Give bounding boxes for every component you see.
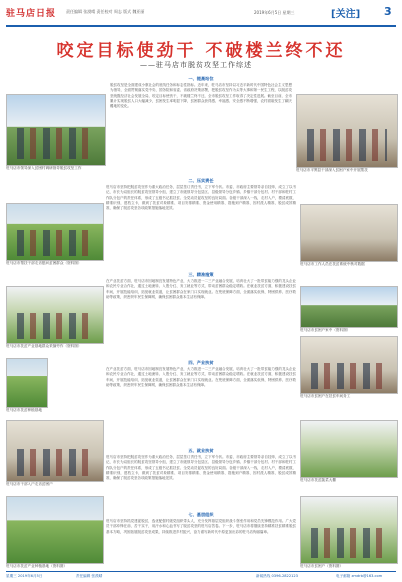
photo-harvest — [6, 286, 104, 344]
article-paragraph: 在产业扶贫方面，驻马店市因地制宜发展特色产业，大力推进一二三产业融合发展，培育壮大了一批带贫能力强的龙头企业和农民专业合作社，通过土地流转、入股分红、务工就业等方式，带动贫困群众稳定增收。在就业扶贫方面，积极建设扶贫车间，开展技能培训，拓宽就业渠道，让贫困群众在家门口实现就业。在兜底保障方面，全面落实低保、特困供养、医疗救助等政策，织密织牢民生保障网，确保贫困群众基本生活有保障。 — [106, 279, 296, 299]
section-heading: 七、基层组织 — [188, 512, 214, 517]
photo-caption: 驻马店市贫困户在扶贫车间务工 — [300, 394, 351, 398]
main-headline: 咬定目标使劲干 不破楼兰终不还 — [56, 41, 346, 61]
photo-village-house — [300, 286, 398, 328]
article-paragraph: 脱贫攻坚是全面建成小康社会的底线任务和标志性指标。近年来，驻马店市坚持以习近平新时代中国特色社会主义思想为指导，全面贯彻落实党中央、国务院和省委、省政府决策部署，把脱贫攻坚作为头等大事和第一民生工程，以脱贫攻坚统揽经济社会发展全局，咬定目标使劲干，不破楼兰终不还，全市脱贫攻坚工作取得了决定性进展。截至目前，全市累计实现脱贫人口大幅减少，贫困发生率明显下降，贫困群众获得感、幸福感、安全感不断增强，农村面貌发生了翻天覆地的变化。 — [110, 83, 292, 109]
photo-leaders-visit — [6, 94, 106, 166]
photo-caption: 驻马店市贫困户家中（资料图） — [300, 328, 351, 332]
footer-edition: 星期三 2019年6月5日 — [6, 574, 43, 578]
section-label: 关注 — [335, 9, 356, 20]
page-footer — [6, 571, 396, 581]
section-heading: 五、就业扶贫 — [188, 448, 214, 453]
photo-workshop — [300, 336, 398, 394]
section-heading: 二、压实责任 — [188, 178, 214, 183]
photo-caption: 驻马店市贫困户（资料图） — [300, 564, 344, 568]
photo-cadres-field — [6, 203, 104, 261]
photo-caption: 驻马店市干部入户走访贫困户 — [6, 482, 53, 486]
article-column — [106, 270, 296, 354]
article-intro — [110, 74, 292, 166]
footer-email: 电子邮箱 zmdrb@163.com — [336, 574, 383, 578]
photo-office-computers — [300, 204, 398, 262]
article-paragraph: 驻马店市坚持抓党建促脱贫，选优配强村级党组织带头人，充分发挥基层党组织战斗堡垒作用和党员先锋模范作用。广大党员干部冲锋在前、苦干实干，用汗水和心血书写了脱贫攻坚的驻马店答卷。下一步，驻马店市将继续坚持精准扶贫精准脱贫基本方略，巩固拓展脱贫攻坚成果，持续推进乡村振兴，奋力谱写新时代中原更加出彩的驻马店绚丽篇章。 — [106, 519, 296, 534]
masthead — [6, 5, 396, 27]
photo-crop-field — [6, 496, 104, 564]
footer-editor: 责任编辑 张漠晴 — [76, 574, 103, 578]
photo-caption: 驻马店市领导深入贫困村调研指导脱贫攻坚工作 — [6, 166, 82, 170]
issue-date: 2019年6月5日 星期三 — [254, 10, 295, 15]
photo-caption: 驻马店市扶贫产业基地群众采摘劳作（资料图） — [6, 344, 82, 348]
photo-greenhouse — [300, 420, 398, 478]
photo-caption: 驻马店市扶贫蔬菜大棚 — [300, 478, 336, 482]
photo-caption: 驻马店市扶贫产业种植基地（资料图） — [6, 564, 68, 568]
photo-caption: 驻马店市平舆县干部深入贫困户家中开展帮扶 — [296, 168, 368, 172]
section-heading: 一、提高站位 — [188, 76, 214, 81]
article-paragraph: 驻马店市坚持把脱贫攻坚作为重大政治任务，层层签订责任书，立下军令状。市委、市政府主要领导亲自挂帅，成立了以书记、市长为双组长的脱贫攻坚领导小组，建立了市级领导分包县区、县级领导分包乡镇、乡镇干部分包村、村干部和驻村工作队分包户的责任体系，形成了五级书记抓扶贫、全党动员促攻坚的良好局面。各级干部深入一线，走村入户，摸清底数，精准识别，建档立卡，做到了扶贫对象精准、项目安排精准、资金使用精准、措施到户精准、因村派人精准、脱贫成效精准，确保了脱贫攻坚各项政策措施落地见效。 — [106, 185, 296, 211]
article-column — [106, 176, 296, 266]
article-paragraph: 在产业扶贫方面，驻马店市因地制宜发展特色产业，大力推进一二三产业融合发展，培育壮大了一批带贫能力强的龙头企业和农民专业合作社，通过土地流转、入股分红、务工就业等方式，带动贫困群众稳定增收。在就业扶贫方面，积极建设扶贫车间，开展技能培训，拓宽就业渠道，让贫困群众在家门口实现就业。在兜底保障方面，全面落实低保、特困供养、医疗救助等政策，织密织牢民生保障网，确保贫困群众基本生活有保障。 — [106, 367, 296, 387]
editor-credits: 责任编辑 张漠晴 责任校对 周志 版式 魏亚丽 — [66, 9, 145, 14]
page-number: 3 — [384, 5, 392, 18]
photo-villager — [300, 496, 398, 564]
section-heading: 四、产业扶贫 — [188, 360, 214, 365]
photo-caption: 驻马店市工作人员在扶贫系统中核对数据 — [300, 262, 365, 266]
newspaper-logo: 驻马店日报 — [6, 9, 57, 19]
article-column — [106, 446, 296, 506]
photo-home-visit — [6, 420, 104, 482]
photo-caption: 驻马店市扶贫种植基地 — [6, 408, 42, 412]
section-heading: 三、精准施策 — [188, 272, 214, 277]
footer-phone: 新闻热线 0396-2822123 — [256, 574, 298, 578]
photo-planting-base — [6, 358, 48, 408]
article-paragraph: 驻马店市坚持把脱贫攻坚作为重大政治任务，层层签订责任书，立下军令状。市委、市政府主要领导亲自挂帅，成立了以书记、市长为双组长的脱贫攻坚领导小组，建立了市级领导分包县区、县级领导分包乡镇、乡镇干部分包村、村干部和驻村工作队分包户的责任体系，形成了五级书记抓扶贫、全党动员促攻坚的良好局面。各级干部深入一线，走村入户，摸清底数，精准识别，建档立卡，做到了扶贫对象精准、项目安排精准、资金使用精准、措施到户精准、因村派人精准、脱贫成效精准，确保了脱贫攻坚各项政策措施落地见效。 — [106, 455, 296, 481]
section-name: [关注] — [331, 9, 361, 20]
photo-household-visit — [296, 94, 398, 168]
article-column — [106, 358, 296, 442]
article-closing — [106, 510, 296, 568]
sub-headline: ——驻马店市脱贫攻坚工作综述 — [140, 61, 252, 69]
photo-caption: 驻马店市帮扶干部走访慰问贫困群众（资料图） — [6, 261, 82, 265]
